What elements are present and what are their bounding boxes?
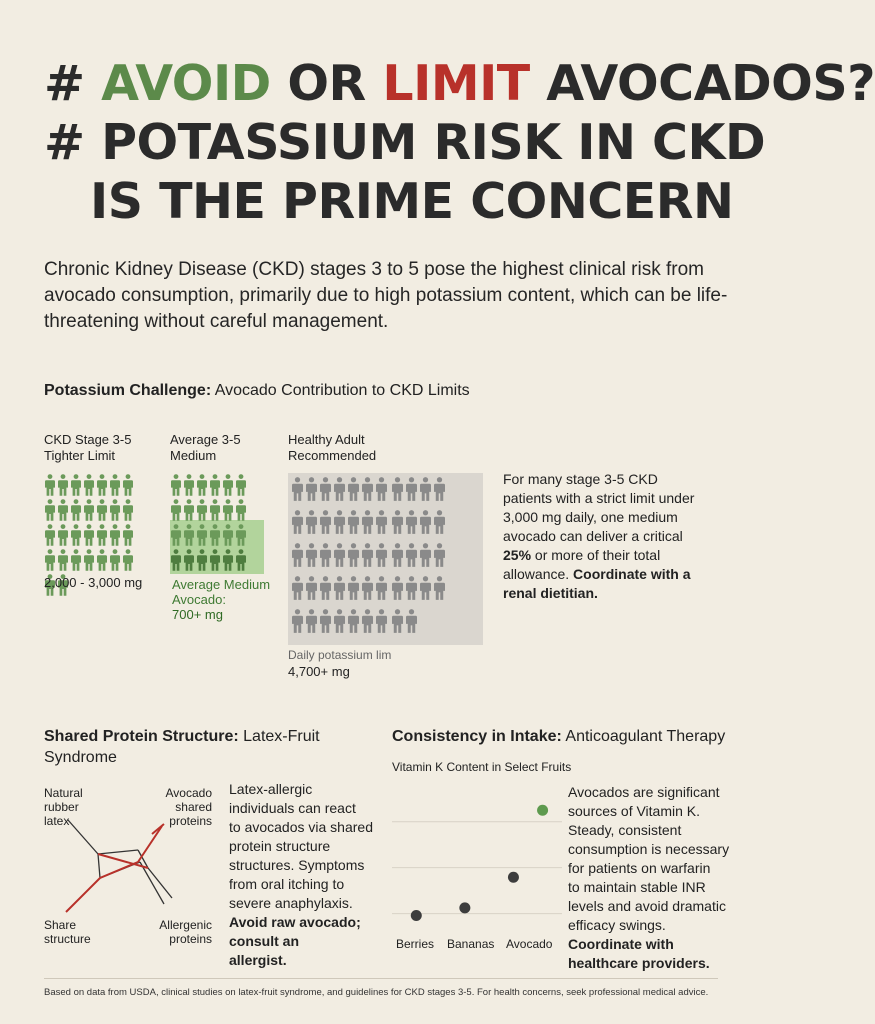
title-or: OR [270, 55, 383, 112]
latex-heading-bold: Shared Protein Structure: [44, 728, 239, 745]
anticoag-line2: sources of Vitamin K. [568, 803, 701, 819]
person-icon [334, 509, 345, 535]
person-icon [306, 476, 317, 502]
natural-label-2: rubber [44, 800, 79, 814]
person-icon [123, 524, 133, 546]
person-icon [223, 474, 233, 496]
person-icon [320, 575, 331, 601]
diag-line-latex [68, 820, 98, 854]
side-line5: or more of their total [531, 547, 661, 563]
person-icon [434, 476, 445, 502]
anticoag-heading-rest: Anticoagulant Therapy [561, 728, 726, 745]
person-icon [292, 509, 303, 535]
person-icon [362, 509, 373, 535]
anticoag-line7: levels and avoid dramatic [568, 898, 726, 914]
latex-fruit-diagram [40, 786, 220, 948]
anticoag-bold1: Coordinate with [568, 936, 674, 952]
anticoag-heading-bold: Consistency in Intake: [392, 728, 562, 745]
col2-label [170, 432, 241, 464]
footer-divider [44, 978, 718, 979]
avocado-value: 700+ mg [172, 607, 223, 622]
latex-line3: to avocados via shared [229, 819, 373, 835]
person-icon [362, 542, 373, 568]
person-icon [392, 608, 403, 634]
person-icon [223, 524, 233, 546]
person-icon [97, 524, 107, 546]
person-icon [236, 474, 246, 496]
share-label-1: Share [44, 918, 77, 932]
person-icon [71, 524, 81, 546]
potassium-heading-rest: Avocado Contribution to CKD Limits [211, 382, 470, 399]
person-icon [45, 474, 55, 496]
person-icon [376, 476, 387, 502]
person-icon [236, 499, 246, 521]
latex-bold3: allergist. [229, 952, 287, 968]
person-icon [110, 474, 120, 496]
side-bold-coordinate: Coordinate with a [573, 566, 691, 582]
side-line4: avocado can deliver a critical [503, 528, 683, 544]
person-icon [348, 575, 359, 601]
person-icon [71, 474, 81, 496]
person-icon [84, 499, 94, 521]
person-icon [110, 524, 120, 546]
anticoag-line5: for patients on warfarin [568, 860, 711, 876]
diag-line-top [98, 850, 138, 854]
avocado-label [172, 577, 282, 622]
person-icon [362, 476, 373, 502]
person-icon [434, 575, 445, 601]
person-icon [184, 549, 194, 571]
avocado-label-2: shared [175, 800, 212, 814]
person-icon [362, 575, 373, 601]
person-icon [197, 474, 207, 496]
person-icon [210, 549, 220, 571]
person-icon [171, 549, 181, 571]
anticoag-line8: efficacy swings. [568, 917, 666, 933]
person-icon [392, 476, 403, 502]
latex-line4: protein structure [229, 838, 331, 854]
col3-label-line2: Recommended [288, 448, 377, 463]
person-icon [406, 608, 417, 634]
vitamin-k-point-3 [537, 805, 548, 816]
person-icon [292, 608, 303, 634]
latex-heading [44, 726, 364, 768]
person-icon [392, 542, 403, 568]
avocado-label-line2: Avocado: [172, 592, 226, 607]
footer-note: Based on data from USDA, clinical studies on latex-fruit syndrome, and guidelines for CKD stages 3-5. For health concerns, seek professional medical advice. [44, 987, 709, 998]
person-icon [348, 509, 359, 535]
title-avoid: AVOID [101, 55, 271, 112]
title-hash: # [44, 55, 102, 112]
person-icon [406, 476, 417, 502]
col3-label [288, 432, 376, 464]
natural-label-1: Natural [44, 786, 83, 800]
person-icon [392, 509, 403, 535]
person-icon [434, 542, 445, 568]
person-icon [292, 542, 303, 568]
person-icon [334, 575, 345, 601]
natural-label-3: latex [44, 814, 70, 828]
person-icon [348, 476, 359, 502]
diag-line-left [98, 854, 100, 878]
person-icon [420, 575, 431, 601]
person-icon [97, 474, 107, 496]
category-label-bananas: Bananas [447, 937, 495, 951]
anticoag-heading [392, 726, 725, 747]
person-icon [110, 499, 120, 521]
person-icon [184, 524, 194, 546]
latex-line2: individuals can react [229, 800, 356, 816]
person-icon [45, 549, 55, 571]
title-avocados: AVOCADOS? [529, 55, 875, 112]
person-icon [184, 474, 194, 496]
daily-limit-label: Daily potassium lim [288, 648, 392, 662]
latex-heading-rest2: Syndrome [44, 749, 117, 766]
latex-line5: structures. Symptoms [229, 857, 365, 873]
anticoag-line4: consumption is necessary [568, 841, 730, 857]
person-icon [123, 499, 133, 521]
person-icon [406, 575, 417, 601]
avocado-label-line1: Average Medium [172, 577, 271, 592]
latex-bold2: consult an [229, 933, 300, 949]
person-icon [376, 575, 387, 601]
latex-line6: from oral itching to [229, 876, 345, 892]
person-icon [376, 608, 387, 634]
person-icon [306, 509, 317, 535]
col3-label-line1: Healthy Adult [288, 432, 365, 447]
person-icon [348, 608, 359, 634]
person-icon [210, 524, 220, 546]
person-icon [434, 509, 445, 535]
person-icon [334, 608, 345, 634]
potassium-side-text [503, 470, 743, 603]
person-icon [58, 499, 68, 521]
person-icon [58, 524, 68, 546]
title-line-3: IS THE PRIME CONCERN [90, 173, 734, 230]
person-icon [197, 499, 207, 521]
page-title [44, 54, 875, 231]
avocado-label-3: proteins [169, 814, 212, 828]
person-icon [292, 476, 303, 502]
average-figures [171, 474, 249, 574]
col1-label [44, 432, 131, 464]
person-icon [334, 542, 345, 568]
ckd-range: 2,000 - 3,000 mg [44, 575, 143, 590]
person-icon [392, 575, 403, 601]
anticoag-line6: to maintain stable INR [568, 879, 706, 895]
side-bold-percent: 25% [503, 547, 532, 563]
col1-label-line1: CKD Stage 3-5 [44, 432, 132, 447]
person-icon [197, 524, 207, 546]
person-icon [197, 549, 207, 571]
person-icon [45, 524, 55, 546]
person-icon [320, 608, 331, 634]
person-icon [123, 474, 133, 496]
person-icon [420, 476, 431, 502]
vitamin-k-subhead: Vitamin K Content in Select Fruits [392, 760, 572, 774]
allergenic-label-1: Allergenic [159, 918, 212, 932]
person-icon [110, 549, 120, 571]
anticoag-text [568, 783, 748, 973]
person-icon [306, 542, 317, 568]
title-limit: LIMIT [382, 55, 530, 112]
latex-line7: severe anaphylaxis. [229, 895, 353, 911]
person-icon [362, 608, 373, 634]
col2-label-line1: Average 3-5 [170, 432, 241, 447]
person-icon [306, 575, 317, 601]
side-line2: patients with a strict limit under [503, 490, 695, 506]
person-icon [97, 549, 107, 571]
person-icon [406, 509, 417, 535]
person-icon [292, 575, 303, 601]
person-icon [97, 499, 107, 521]
person-icon [320, 542, 331, 568]
person-icon [236, 549, 246, 571]
person-icon [210, 474, 220, 496]
person-icon [71, 549, 81, 571]
person-icon [84, 474, 94, 496]
potassium-heading [44, 380, 470, 401]
person-icon [123, 549, 133, 571]
person-icon [306, 608, 317, 634]
side-bold-dietitian: renal dietitian. [503, 585, 598, 601]
person-icon [84, 549, 94, 571]
person-icon [348, 542, 359, 568]
potassium-heading-bold: Potassium Challenge: [44, 382, 212, 399]
person-icon [171, 524, 181, 546]
anticoag-line3: Steady, consistent [568, 822, 682, 838]
person-icon [45, 499, 55, 521]
person-icon [420, 509, 431, 535]
anticoag-bold2: healthcare providers. [568, 955, 710, 971]
col1-label-line2: Tighter Limit [44, 448, 116, 463]
person-icon [171, 474, 181, 496]
person-icon [320, 509, 331, 535]
latex-heading-rest1: Latex-Fruit [238, 728, 320, 745]
vitamin-k-chart [392, 785, 562, 935]
daily-limit-value: 4,700+ mg [288, 664, 350, 679]
side-line1: For many stage 3-5 CKD [503, 471, 658, 487]
share-label-2: structure [44, 932, 91, 946]
person-icon [58, 549, 68, 571]
healthy-figures [292, 476, 448, 641]
person-icon [320, 476, 331, 502]
person-icon [223, 499, 233, 521]
avocado-label-1: Avocado [165, 786, 212, 800]
col2-label-line2: Medium [170, 448, 217, 463]
person-icon [376, 542, 387, 568]
person-icon [236, 524, 246, 546]
person-icon [184, 499, 194, 521]
person-icon [58, 474, 68, 496]
latex-bold1: Avoid raw avocado; [229, 914, 361, 930]
intro-paragraph: Chronic Kidney Disease (CKD) stages 3 to 5 pose the highest clinical risk from avocado consumption, primarily due to high potassium content, which can be life-threatening without careful management. [44, 259, 728, 332]
person-icon [420, 542, 431, 568]
diag-red-link [98, 854, 148, 868]
diag-red-path [66, 826, 162, 912]
person-icon [171, 499, 181, 521]
category-label-avocado: Avocado [506, 937, 553, 951]
title-line-2: # POTASSIUM RISK IN CKD [44, 114, 766, 171]
person-icon [406, 542, 417, 568]
person-icon [223, 549, 233, 571]
person-icon [376, 509, 387, 535]
vitamin-k-point-0 [411, 910, 422, 921]
allergenic-label-2: proteins [169, 932, 212, 946]
side-line3: 3,000 mg daily, one medium [503, 509, 678, 525]
side-line6: allowance. [503, 566, 574, 582]
person-icon [334, 476, 345, 502]
latex-line1: Latex-allergic [229, 781, 313, 797]
latex-text [229, 780, 379, 970]
person-icon [71, 499, 81, 521]
person-icon [84, 524, 94, 546]
anticoag-line1: Avocados are significant [568, 784, 720, 800]
vitamin-k-point-2 [508, 872, 519, 883]
vitamin-k-point-1 [459, 902, 470, 913]
category-label-berries: Berries [396, 937, 435, 951]
person-icon [210, 499, 220, 521]
title-line-1 [44, 54, 875, 113]
